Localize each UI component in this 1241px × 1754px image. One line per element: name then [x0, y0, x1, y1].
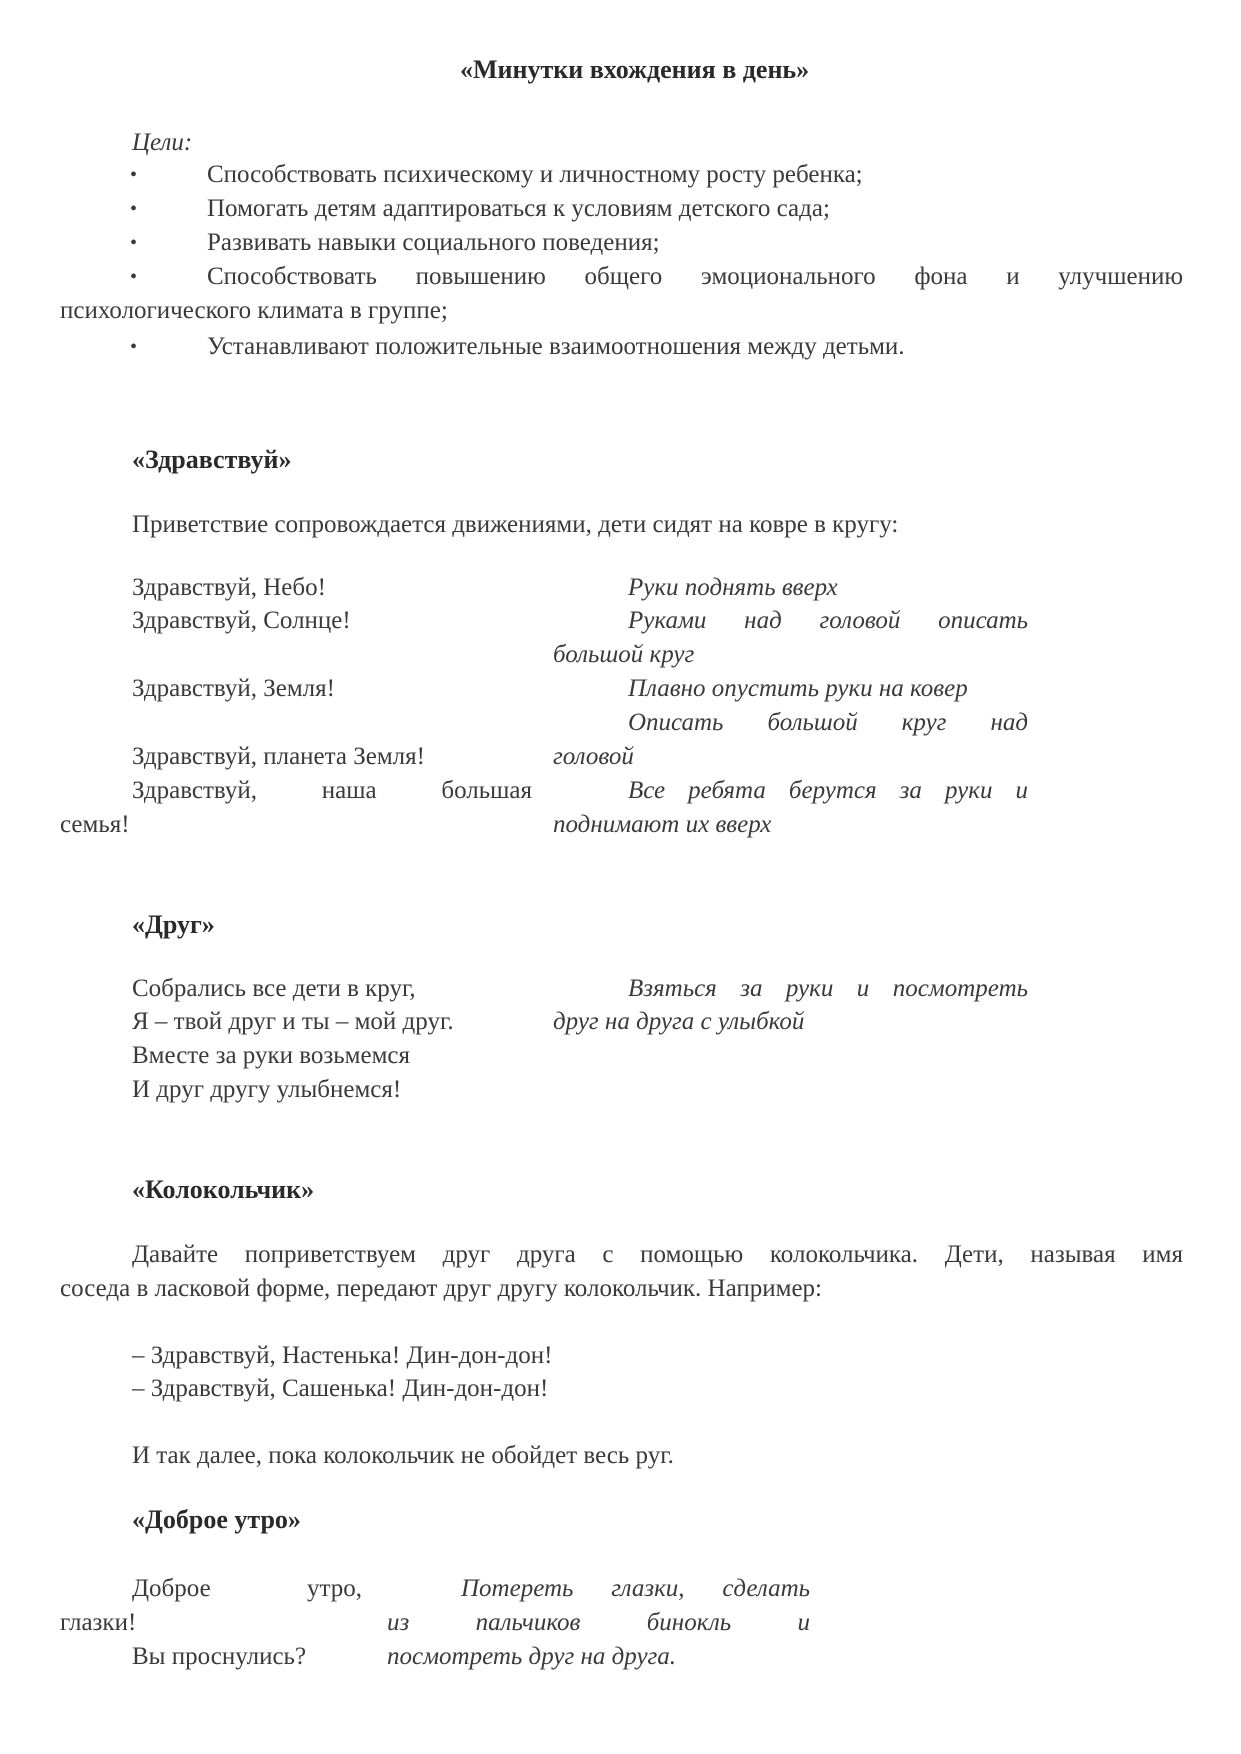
action-line: Взяться за руки и посмотреть — [628, 975, 1028, 1002]
bullet-icon: • — [130, 266, 138, 288]
dialog-line: – Здравствуй, Сашенька! Дин-дон-дон! — [132, 1375, 549, 1402]
goals-label: Цели: — [132, 129, 193, 156]
verse-line: Здравствуй, Небо! — [132, 574, 326, 601]
verse-line: Здравствуй, Земля! — [132, 675, 335, 702]
goal-item: Устанавливают положительные взаимоотношения между детьми. — [207, 333, 905, 360]
verse-line: глазки! — [60, 1609, 137, 1636]
action-line: большой круг — [553, 641, 695, 668]
verse-line: Я – твой друг и ты – мой друг. — [132, 1008, 454, 1035]
action-line: Все ребята берутся за руки и — [628, 777, 1028, 804]
verse-line: Здравствуй, планета Земля! — [132, 743, 425, 770]
action-line: Плавно опустить руки на ковер — [628, 675, 968, 702]
verse-line: семья! — [60, 811, 130, 838]
goal-item: Развивать навыки социального поведения; — [207, 229, 660, 256]
verse-line: И друг другу улыбнемся! — [132, 1076, 402, 1103]
action-line: посмотреть друг на друга. — [387, 1643, 677, 1670]
dialog-line: – Здравствуй, Настенька! Дин-дон-дон! — [132, 1342, 553, 1369]
page-title: «Минутки вхождения в день» — [460, 55, 810, 84]
verse-line: Доброе утро, — [132, 1575, 362, 1602]
action-line: Потереть глазки, сделать — [461, 1575, 810, 1602]
verse-line: Вместе за руки возьмемся — [132, 1042, 410, 1069]
section-heading-kolokolchik: «Колокольчик» — [132, 1175, 315, 1204]
action-line: Описать большой круг над — [628, 709, 1028, 736]
action-line: Руки поднять вверх — [628, 574, 838, 601]
verse-line: Вы проснулись? — [132, 1643, 307, 1670]
action-line: Руками над головой описать — [628, 607, 1028, 634]
goal-item-continued: психологического климата в группе; — [60, 297, 448, 324]
action-line: поднимают их вверх — [553, 811, 772, 838]
action-line: из пальчиков бинокль и — [387, 1609, 810, 1636]
bullet-icon: • — [130, 164, 138, 186]
section-heading-dobroe-utro: «Доброе утро» — [132, 1505, 301, 1534]
paragraph-line: И так далее, пока колокольчик не обойдет весь руг. — [132, 1442, 674, 1469]
bullet-icon: • — [130, 336, 138, 358]
action-line: друг на друга с улыбкой — [553, 1008, 805, 1035]
goal-item: Способствовать повышению общего эмоционального фона и улучшению — [207, 263, 1183, 290]
section-intro: Приветствие сопровождается движениями, дети сидят на ковре в кругу: — [132, 511, 899, 538]
verse-line: Собрались все дети в круг, — [132, 975, 416, 1002]
action-line: головой — [553, 743, 634, 770]
goal-item: Способствовать психическому и личностному росту ребенка; — [207, 161, 863, 188]
paragraph-line: соседа в ласковой форме, передают друг другу колокольчик. Например: — [60, 1275, 822, 1302]
goal-item: Помогать детям адаптироваться к условиям детского сада; — [207, 195, 830, 222]
section-heading-zdravstvuy: «Здравствуй» — [132, 445, 292, 474]
verse-line: Здравствуй, Солнце! — [132, 607, 351, 634]
section-heading-drug: «Друг» — [132, 910, 215, 939]
bullet-icon: • — [130, 198, 138, 220]
bullet-icon: • — [130, 232, 138, 254]
verse-line: Здравствуй, наша большая — [132, 777, 532, 804]
paragraph-line: Давайте поприветствуем друг друга с помощью колокольчика. Дети, называя имя — [132, 1241, 1183, 1268]
